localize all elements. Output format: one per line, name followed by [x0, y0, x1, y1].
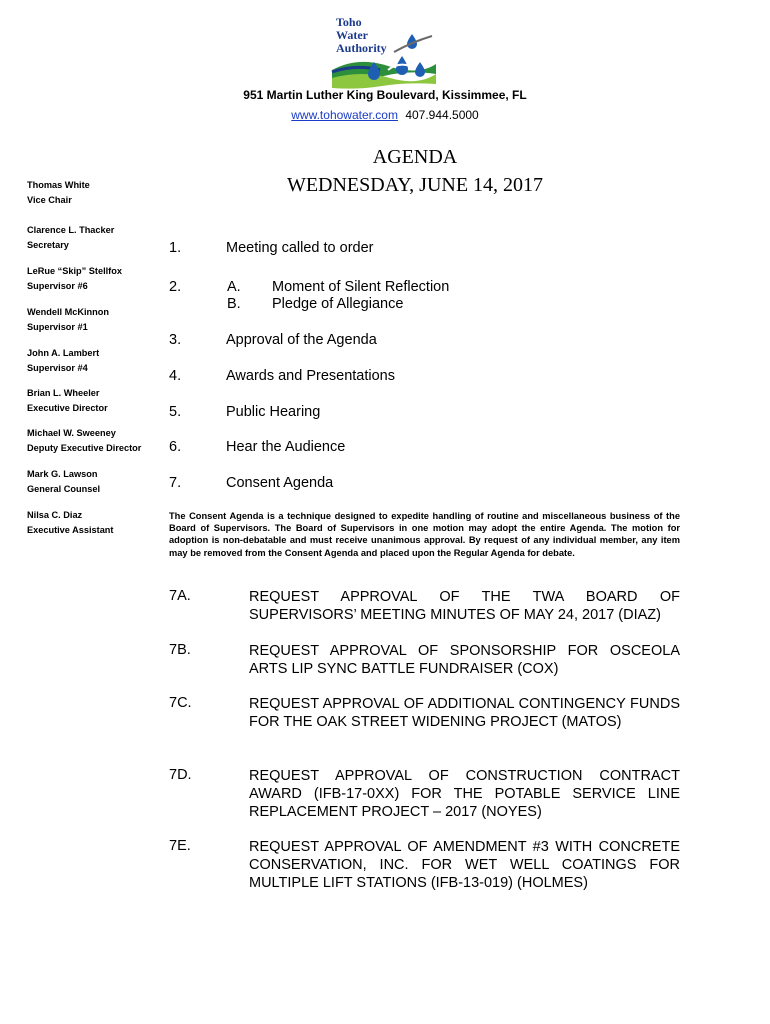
member-role: Supervisor #1: [27, 322, 88, 332]
member-name: Wendell McKinnon: [27, 307, 110, 317]
board-member: [27, 264, 172, 294]
item-text: Hear the Audience: [226, 439, 346, 455]
consent-item-text: REQUEST APPROVAL OF THE TWA BOARD OF SUPERVISORS’ MEETING MINUTES OF MAY 24, 2017 (DIAZ): [249, 589, 680, 623]
member-name: Brian L. Wheeler: [27, 388, 100, 398]
board-member: [27, 346, 172, 376]
sub-item-text: Pledge of Allegiance: [272, 296, 404, 312]
member-role: Vice Chair: [27, 195, 72, 205]
consent-item-id: 7E.: [169, 838, 191, 854]
member-role: Executive Assistant: [27, 525, 114, 535]
consent-item-id: 7B.: [169, 642, 191, 658]
consent-item-id: 7A.: [169, 588, 191, 604]
agenda-heading: AGENDA: [372, 146, 458, 168]
member-role: General Counsel: [27, 484, 101, 494]
toho-water-authority-logo: [328, 12, 438, 90]
logo-graphic: [328, 12, 438, 90]
item-text: Meeting called to order: [226, 240, 374, 256]
item-number: 4.: [169, 368, 182, 384]
member-role: Deputy Executive Director: [27, 443, 142, 453]
consent-item-text: REQUEST APPROVAL OF ADDITIONAL CONTINGENCY FUNDS FOR THE OAK STREET WIDENING PROJECT (MATOS): [249, 696, 680, 730]
board-member: [27, 223, 172, 253]
member-role: Supervisor #4: [27, 363, 88, 373]
item-number: 7.: [169, 475, 182, 491]
item-text: Approval of the Agenda: [226, 332, 377, 348]
item-number: 1.: [169, 240, 182, 256]
board-member: [27, 305, 172, 335]
sub-item-text: Moment of Silent Reflection: [272, 279, 450, 295]
consent-agenda-note: The Consent Agenda is a technique designed to expedite handling of routine and miscellaneous business of the Board of Supervisors. The Board of Supervisors in one motion may adopt the entire Agenda. The motion for adoption is non-debatable and must receive unanimous approval. By request of any individual member, any item may be removed from the Consent Agenda and placed upon the Regular Agenda for debate.: [169, 511, 680, 558]
member-name: Mark G. Lawson: [27, 469, 98, 479]
board-member: [27, 508, 172, 538]
item-number: 3.: [169, 332, 182, 348]
board-member: [27, 386, 172, 416]
phone-number: 407.944.5000: [405, 108, 479, 122]
member-role: Executive Director: [27, 403, 108, 413]
website-link[interactable]: www.tohowater.com: [291, 108, 398, 122]
contact-line: [0, 108, 770, 122]
board-member: [27, 467, 172, 497]
item-text: Awards and Presentations: [226, 368, 396, 384]
consent-item-id: 7D.: [169, 767, 192, 783]
member-name: Nilsa C. Diaz: [27, 510, 83, 520]
item-number: 6.: [169, 439, 182, 455]
item-number: 2.: [169, 279, 182, 295]
sub-item-letter: A.: [227, 279, 241, 295]
member-name: Clarence L. Thacker: [27, 225, 115, 235]
board-member: [27, 426, 172, 456]
item-text: Consent Agenda: [226, 475, 334, 491]
member-name: John A. Lambert: [27, 348, 100, 358]
member-name: Michael W. Sweeney: [27, 428, 116, 438]
meeting-date: WEDNESDAY, JUNE 14, 2017: [286, 174, 544, 196]
office-address: 951 Martin Luther King Boulevard, Kissimmee, FL: [243, 88, 527, 102]
consent-item-text: REQUEST APPROVAL OF CONSTRUCTION CONTRACT AWARD (IFB-17-0XX) FOR THE POTABLE SERVICE LINE REPLACEMENT PROJECT – 2017 (NOYES): [249, 768, 680, 820]
member-name: Thomas White: [27, 180, 90, 190]
logo-line-2: Water: [336, 28, 368, 42]
consent-item-text: REQUEST APPROVAL OF AMENDMENT #3 WITH CONCRETE CONSERVATION, INC. FOR WET WELL COATINGS FOR MULTIPLE LIFT STATIONS (IFB-13-019) (HOLMES): [249, 839, 680, 891]
item-number: 5.: [169, 404, 182, 420]
consent-item-text: REQUEST APPROVAL OF SPONSORSHIP FOR OSCEOLA ARTS LIP SYNC BATTLE FUNDRAISER (COX): [249, 643, 680, 677]
logo-line-1: Toho: [336, 15, 362, 29]
item-text: Public Hearing: [226, 404, 321, 420]
board-member: [27, 178, 172, 208]
logo-line-3: Authority: [336, 41, 387, 55]
member-role: Supervisor #6: [27, 281, 88, 291]
sub-item-letter: B.: [227, 296, 241, 312]
member-role: Secretary: [27, 240, 69, 250]
member-name: LeRue “Skip” Stellfox: [27, 266, 122, 276]
consent-item-id: 7C.: [169, 695, 192, 711]
